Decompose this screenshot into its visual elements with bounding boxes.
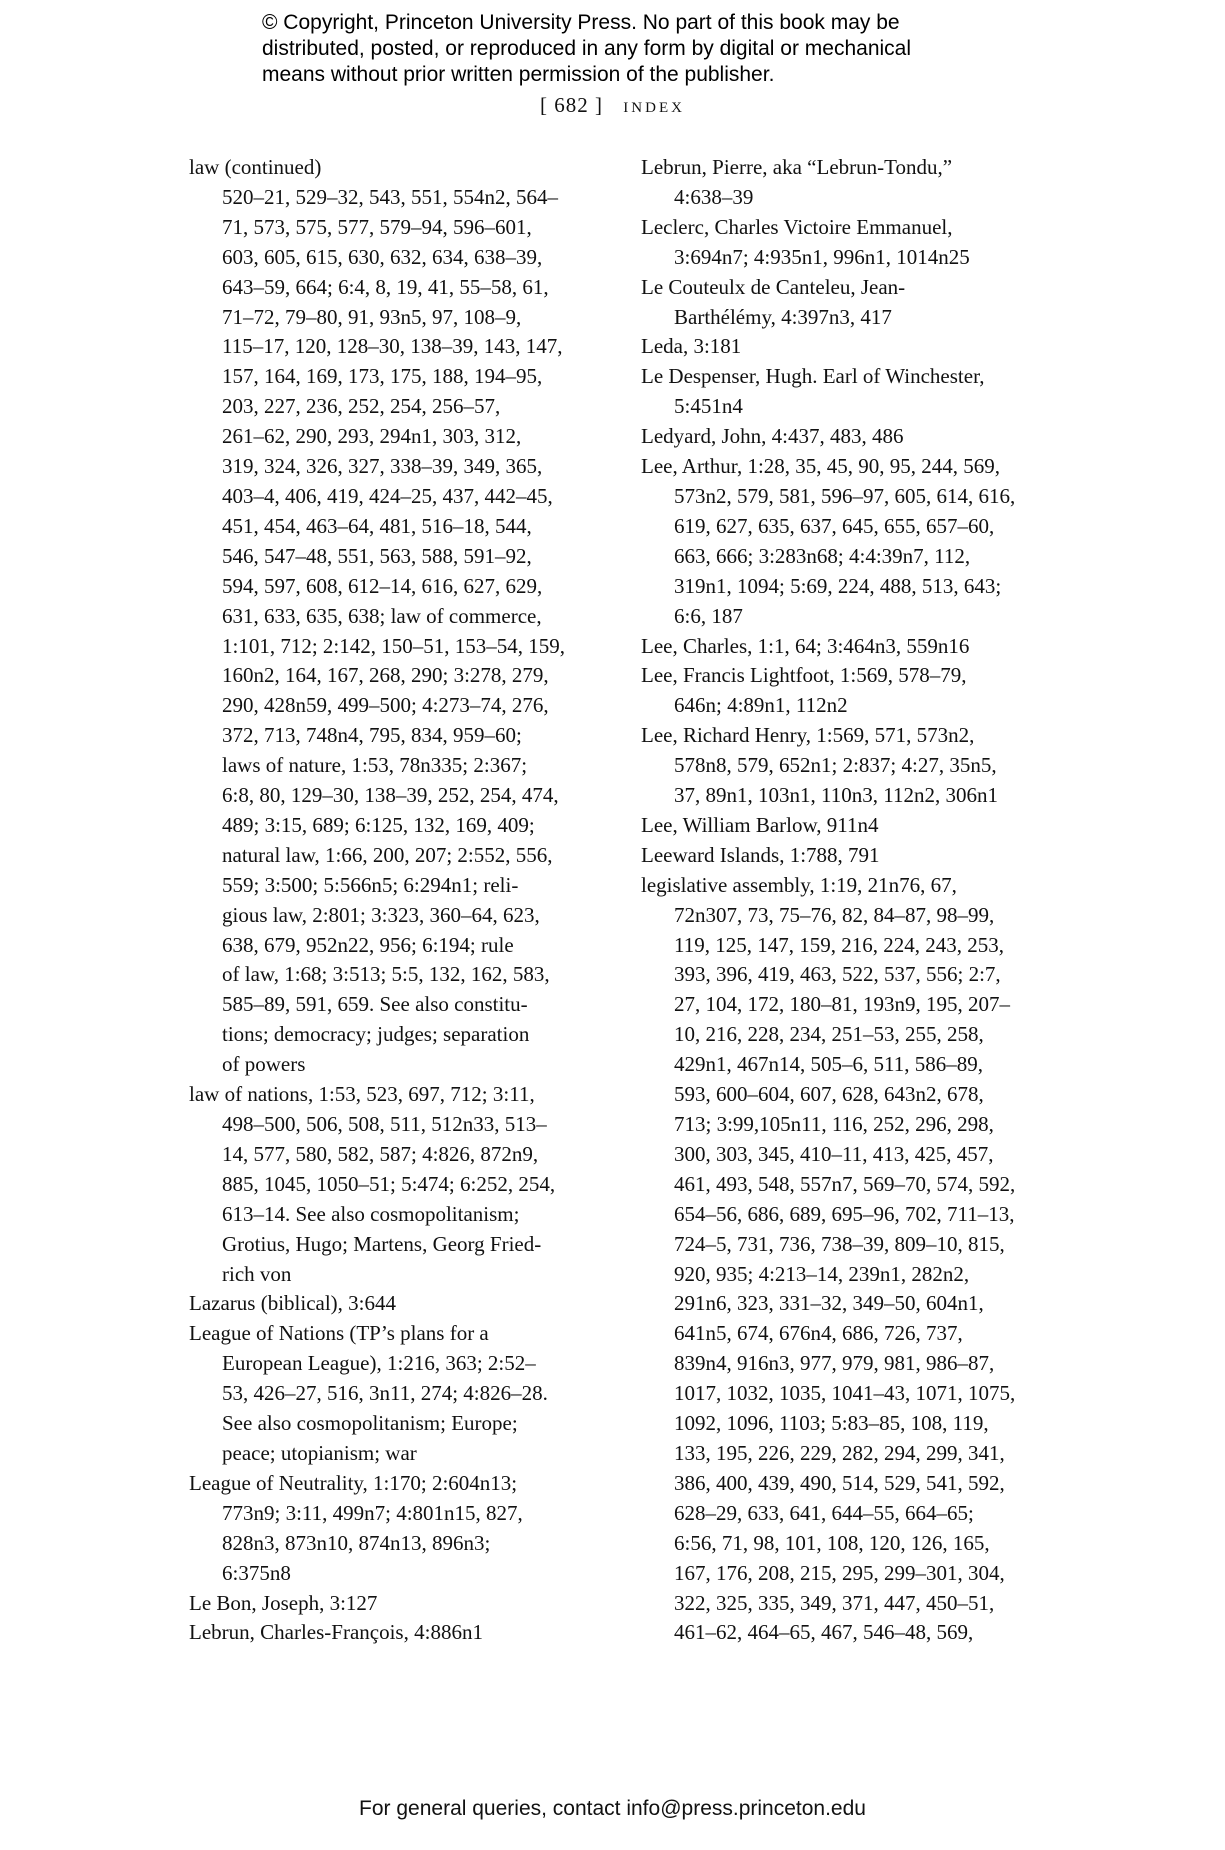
index-entry-line: 3:694n7; 4:935n1, 996n1, 1014n25 [674,244,970,269]
index-entry-line: of law, 1:68; 3:513; 5:5, 132, 162, 583, [222,962,550,987]
index-entry-line: laws of nature, 1:53, 78n335; 2:367; [222,753,528,778]
index-entry-line: 5:451n4 [674,394,743,419]
index-entry-line: 203, 227, 236, 252, 254, 256–57, [222,394,501,419]
index-entry-line: 27, 104, 172, 180–81, 193n9, 195, 207– [674,992,1010,1017]
index-entry [641,452,1061,631]
index-entry-line: 461, 493, 548, 557n7, 569–70, 574, 592, [674,1171,1016,1196]
index-entry-line: 559; 3:500; 5:566n5; 6:294n1; reli- [222,872,519,897]
index-entry [189,1469,609,1589]
index-entry-line: Lebrun, Pierre, aka “Lebrun-Tondu,” [641,155,953,179]
index-column-left [189,153,609,1648]
index-entry-line: Leclerc, Charles Victoire Emmanuel, [641,214,953,239]
index-entry-line: Le Couteulx de Canteleu, Jean- [641,274,906,299]
index-entry-line: 157, 164, 169, 173, 175, 188, 194–95, [222,364,543,389]
index-entry-line: 6:56, 71, 98, 101, 108, 120, 126, 165, [674,1530,990,1555]
index-entry-line: 619, 627, 635, 637, 645, 655, 657–60, [674,513,995,538]
index-entry-line: 643–59, 664; 6:4, 8, 19, 41, 55–58, 61, [222,274,549,299]
index-entry [641,632,1061,662]
index-entry-line: 167, 176, 208, 215, 295, 299–301, 304, [674,1560,1005,1585]
index-entry-line: law of nations, 1:53, 523, 697, 712; 3:11, [189,1082,535,1107]
index-entry-line: 393, 396, 419, 463, 522, 537, 556; 2:7, [674,962,1001,987]
index-entry-line: 290, 428n59, 499–500; 4:273–74, 276, [222,693,549,718]
copyright-line: means without prior written permission of the publisher. [262,63,775,86]
index-entry-line: 37, 89n1, 103n1, 110n3, 112n2, 306n1 [674,783,998,808]
index-entry-line: 573n2, 579, 581, 596–97, 605, 614, 616, [674,483,1016,508]
index-entry [189,1589,609,1619]
index-entry-line: 300, 303, 345, 410–11, 413, 425, 457, [674,1141,994,1166]
index-entry-line: 4:638–39 [674,184,754,209]
index-entry-line: Ledyard, John, 4:437, 483, 486 [641,424,904,449]
page-number: [ 682 ] [540,93,604,117]
copyright-line: distributed, posted, or reproduced in any form by digital or mechanical [262,37,912,60]
running-head [0,92,1225,118]
index-entry-line: 885, 1045, 1050–51; 5:474; 6:252, 254, [222,1171,556,1196]
index-column-right [641,153,1061,1648]
index-entry-line: 372, 713, 748n4, 795, 834, 959–60; [222,723,522,748]
index-entry-line: European League), 1:216, 363; 2:52– [222,1351,536,1376]
index-entry-line: Lebrun, Charles-François, 4:886n1 [189,1620,483,1645]
index-entry-line: 641n5, 674, 676n4, 686, 726, 737, [674,1321,963,1346]
index-entry-line: Leda, 3:181 [641,334,742,359]
index-entry-line: 578n8, 579, 652n1; 2:837; 4:27, 35n5, [674,753,997,778]
index-entry-line: Lee, Arthur, 1:28, 35, 45, 90, 95, 244, 569, [641,454,1001,479]
index-entry-line: 724–5, 731, 736, 738–39, 809–10, 815, [674,1231,1005,1256]
index-entry-line: 631, 633, 635, 638; law of commerce, [222,603,542,628]
index-entry-line: 585–89, 591, 659. See also constitu- [222,992,528,1017]
index-entry-line: tions; democracy; judges; separation [222,1022,530,1047]
index-entry-line: 429n1, 467n14, 505–6, 511, 586–89, [674,1052,983,1077]
index-entry-line: 322, 325, 335, 349, 371, 447, 450–51, [674,1590,995,1615]
index-entry-line: 319, 324, 326, 327, 338–39, 349, 365, [222,454,543,479]
index-entry [189,1080,609,1289]
index-entry [641,871,1061,1649]
index-entry-line: 160n2, 164, 167, 268, 290; 3:278, 279, [222,663,549,688]
index-entry-line: Barthélémy, 4:397n3, 417 [674,304,892,329]
index-entry-line: peace; utopianism; war [222,1440,417,1465]
index-entry-line: 14, 577, 580, 582, 587; 4:826, 872n9, [222,1141,539,1166]
index-entry-line: 6:375n8 [222,1560,291,1585]
index-entry [641,661,1061,721]
index-entry-line: 1017, 1032, 1035, 1041–43, 1071, 1075, [674,1381,1016,1406]
index-entry-line: 546, 547–48, 551, 563, 588, 591–92, [222,543,532,568]
index-entry-line: Lazarus (biblical), 3:644 [189,1291,397,1316]
index-entry [189,153,609,1080]
index-entry-line: Le Despenser, Hugh. Earl of Winchester, [641,364,985,389]
index-entry-line: law (continued) [189,155,322,179]
index-entry-line: See also cosmopolitanism; Europe; [222,1411,518,1436]
index-entry-line: 828n3, 873n10, 874n13, 896n3; [222,1530,491,1555]
index-entry-line: Lee, William Barlow, 911n4 [641,812,879,837]
index-entry-line: legislative assembly, 1:19, 21n76, 67, [641,872,957,897]
index-entry-line: 839n4, 916n3, 977, 979, 981, 986–87, [674,1351,995,1376]
index-entry [641,362,1061,422]
index-entry-line: natural law, 1:66, 200, 207; 2:552, 556, [222,842,553,867]
index-entry-line: 6:8, 80, 129–30, 138–39, 252, 254, 474, [222,783,559,808]
index-entry [641,422,1061,452]
index-entry-line: 386, 400, 439, 490, 514, 529, 541, 592, [674,1470,1005,1495]
index-entry-line: Le Bon, Joseph, 3:127 [189,1590,378,1615]
index-entry-line: 663, 666; 3:283n68; 4:4:39n7, 112, [674,543,971,568]
index-entry-line: gious law, 2:801; 3:323, 360–64, 623, [222,902,540,927]
index-entry-line: 603, 605, 615, 630, 632, 634, 638–39, [222,244,543,269]
index-entry-line: 638, 679, 952n22, 956; 6:194; rule [222,932,514,957]
running-head-title: index [623,93,685,117]
index-entry-line: 115–17, 120, 128–30, 138–39, 143, 147, [222,334,563,359]
copyright-line: © Copyright, Princeton University Press. No part of this book may be [262,11,900,34]
index-entry-line: 1:101, 712; 2:142, 150–51, 153–54, 159, [222,633,566,658]
index-entry-line: 498–500, 506, 508, 511, 512n33, 513– [222,1112,547,1136]
copyright-notice [262,10,1022,88]
index-entry-line: 593, 600–604, 607, 628, 643n2, 678, [674,1082,984,1107]
index-entry-line: 628–29, 633, 641, 644–55, 664–65; [674,1500,974,1525]
index-entry [641,332,1061,362]
index-entry-line: rich von [222,1261,292,1286]
index-entry [189,1289,609,1319]
index-entry-line: 291n6, 323, 331–32, 349–50, 604n1, [674,1291,984,1316]
index-entry [189,1618,609,1648]
index-entry-line: 133, 195, 226, 229, 282, 294, 299, 341, [674,1440,1005,1465]
index-entry-line: 53, 426–27, 516, 3n11, 274; 4:826–28. [222,1381,548,1406]
index-entry-line: 920, 935; 4:213–14, 239n1, 282n2, [674,1261,970,1286]
index-entry-line: 119, 125, 147, 159, 216, 224, 243, 253, [674,932,1004,957]
index-entry-line: 713; 3:99,105n11, 116, 252, 296, 298, [674,1112,994,1136]
index-entry [641,841,1061,871]
index-entry-line: Leeward Islands, 1:788, 791 [641,842,880,867]
index-entry [189,1319,609,1469]
index-entry-line: 773n9; 3:11, 499n7; 4:801n15, 827, [222,1500,523,1525]
index-entry-line: 71, 573, 575, 577, 579–94, 596–601, [222,214,532,239]
index-entry-line: 451, 454, 463–64, 481, 516–18, 544, [222,513,532,538]
index-entry-line: 594, 597, 608, 612–14, 616, 627, 629, [222,573,543,598]
index-entry-line: 261–62, 290, 293, 294n1, 303, 312, [222,424,522,449]
index-entry-line: Lee, Charles, 1:1, 64; 3:464n3, 559n16 [641,633,970,658]
index-entry-line: of powers [222,1052,306,1077]
index-entry-line: 489; 3:15, 689; 6:125, 132, 169, 409; [222,812,535,837]
index-entry-line: 71–72, 79–80, 91, 93n5, 97, 108–9, [222,304,522,329]
index-entry [641,153,1061,213]
index-entry-line: 403–4, 406, 419, 424–25, 437, 442–45, [222,483,553,508]
index-entry-line: Lee, Richard Henry, 1:569, 571, 573n2, [641,723,975,748]
index-entry-line: 654–56, 686, 689, 695–96, 702, 711–13, [674,1201,1015,1226]
index-entry-line: League of Nations (TP’s plans for a [189,1321,489,1346]
index-entry-line: 6:6, 187 [674,603,743,628]
index-entry-line: League of Neutrality, 1:170; 2:604n13; [189,1470,518,1495]
index-entry-line: 461–62, 464–65, 467, 546–48, 569, [674,1620,974,1645]
index-entry-line: 319n1, 1094; 5:69, 224, 488, 513, 643; [674,573,1002,598]
index-entry-line: 1092, 1096, 1103; 5:83–85, 108, 119, [674,1411,989,1436]
index-entry-line: Lee, Francis Lightfoot, 1:569, 578–79, [641,663,967,688]
index-entry-line: 10, 216, 228, 234, 251–53, 255, 258, [674,1022,984,1047]
index-entry-line: 646n; 4:89n1, 112n2 [674,693,848,718]
index-entry [641,213,1061,273]
index-entry [641,273,1061,333]
index-entry-line: 72n307, 73, 75–76, 82, 84–87, 98–99, [674,902,995,927]
index-entry-line: 520–21, 529–32, 543, 551, 554n2, 564– [222,184,558,209]
footer-contact: For general queries, contact info@press.princeton.edu [359,1797,866,1820]
index-entry-line: 613–14. See also cosmopolitanism; [222,1201,520,1226]
index-entry-line: Grotius, Hugo; Martens, Georg Fried- [222,1231,542,1256]
index-entry [641,721,1061,811]
index-entry [641,811,1061,841]
